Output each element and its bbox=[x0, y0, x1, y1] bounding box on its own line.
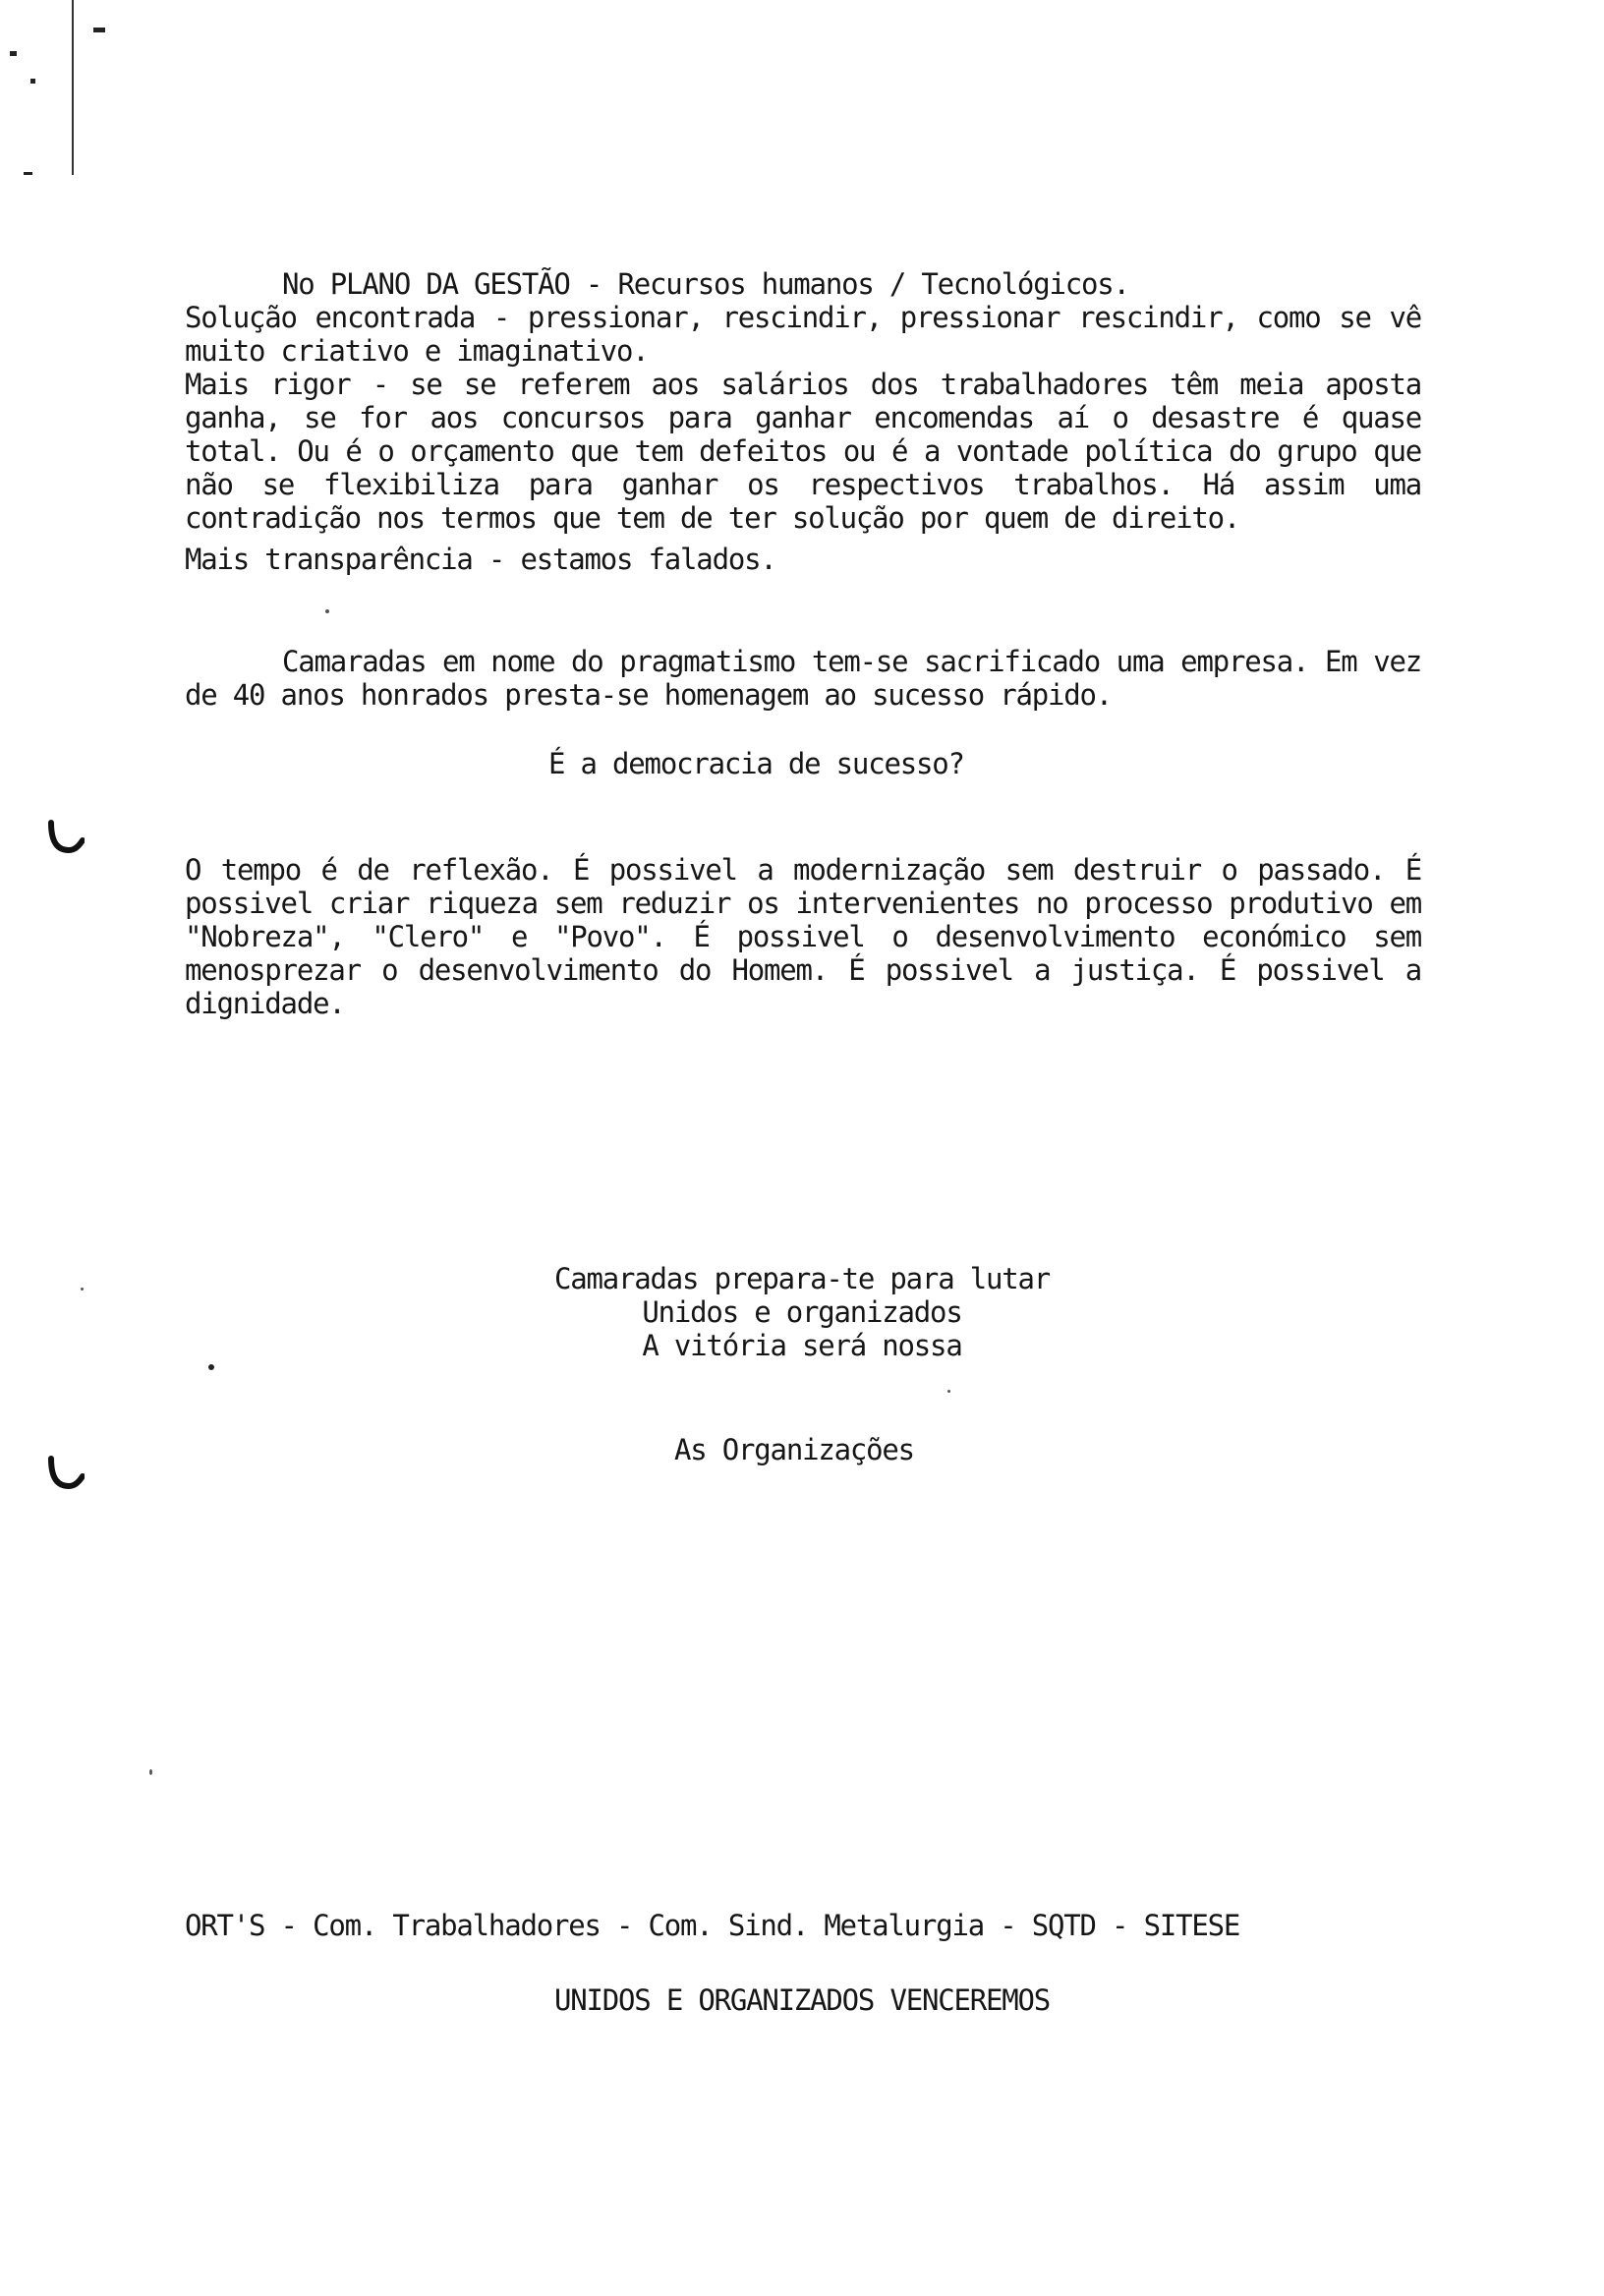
binder-dash bbox=[93, 28, 105, 32]
paragraph-line: menosprezar o desenvolvimento do Homem. É possivel a justiça. É possivel a bbox=[185, 953, 1421, 987]
punch-hole-mark bbox=[47, 1455, 85, 1494]
paragraph-line: Camaradas em nome do pragmatismo tem-se sacrificado uma empresa. Em vez bbox=[282, 645, 1421, 678]
footer-motto: UNIDOS E ORGANIZADOS VENCEREMOS bbox=[554, 1983, 1051, 2017]
paragraph-line: Solução encontrada - pressionar, rescindir, pressionar rescindir, como se vê bbox=[185, 301, 1421, 334]
binder-dot bbox=[10, 51, 17, 56]
paragraph-line: total. Ou é o orçamento que tem defeitos ou é a vontade política do grupo que bbox=[185, 434, 1421, 468]
paragraph-line: dignidade. bbox=[185, 987, 345, 1020]
scan-speck bbox=[947, 1390, 950, 1393]
footer-organizations: ORT'S - Com. Trabalhadores - Com. Sind. Metalurgia - SQTD - SITESE bbox=[185, 1909, 1240, 1942]
section-heading: No PLANO DA GESTÃO - Recursos humanos / Tecnológicos. bbox=[282, 267, 1129, 301]
paragraph-line: ganha, se for aos concursos para ganhar encomendas aí o desastre é quase bbox=[185, 401, 1421, 434]
binder-dot bbox=[30, 79, 35, 84]
scan-speck bbox=[325, 609, 329, 613]
punch-hole-mark bbox=[47, 819, 85, 858]
paragraph-line: muito criativo e imaginativo. bbox=[185, 334, 649, 368]
scan-speck bbox=[208, 1364, 214, 1370]
question-line: É a democracia de sucesso? bbox=[548, 747, 964, 780]
paragraph-line: não se flexibiliza para ganhar os respectivos trabalhos. Há assim uma bbox=[185, 468, 1421, 501]
slogan-line: A vitória será nossa bbox=[642, 1329, 962, 1362]
slogan-line: Camaradas prepara-te para lutar bbox=[553, 1262, 1051, 1295]
slogan-line: Unidos e organizados bbox=[642, 1295, 962, 1329]
paragraph-line: Mais rigor - se se referem aos salários dos trabalhadores têm meia aposta bbox=[185, 368, 1421, 401]
paragraph-line: "Nobreza", "Clero" e "Povo". É possivel o desenvolvimento económico sem bbox=[185, 920, 1421, 953]
paragraph-line: Mais transparência - estamos falados. bbox=[185, 543, 776, 576]
binder-dash bbox=[24, 172, 32, 175]
signature: As Organizações bbox=[674, 1433, 914, 1466]
paragraph-line: contradição nos termos que tem de ter solução por quem de direito. bbox=[185, 501, 1240, 535]
paragraph-line: possivel criar riqueza sem reduzir os intervenientes no processo produtivo em bbox=[185, 887, 1421, 920]
paragraph-line: O tempo é de reflexão. É possivel a modernização sem destruir o passado. É bbox=[185, 853, 1421, 887]
paragraph-line: de 40 anos honrados presta-se homenagem ao sucesso rápido. bbox=[185, 678, 1113, 712]
binder-line bbox=[72, 0, 74, 175]
scan-speck bbox=[81, 1288, 84, 1291]
scan-speck bbox=[149, 1769, 152, 1775]
